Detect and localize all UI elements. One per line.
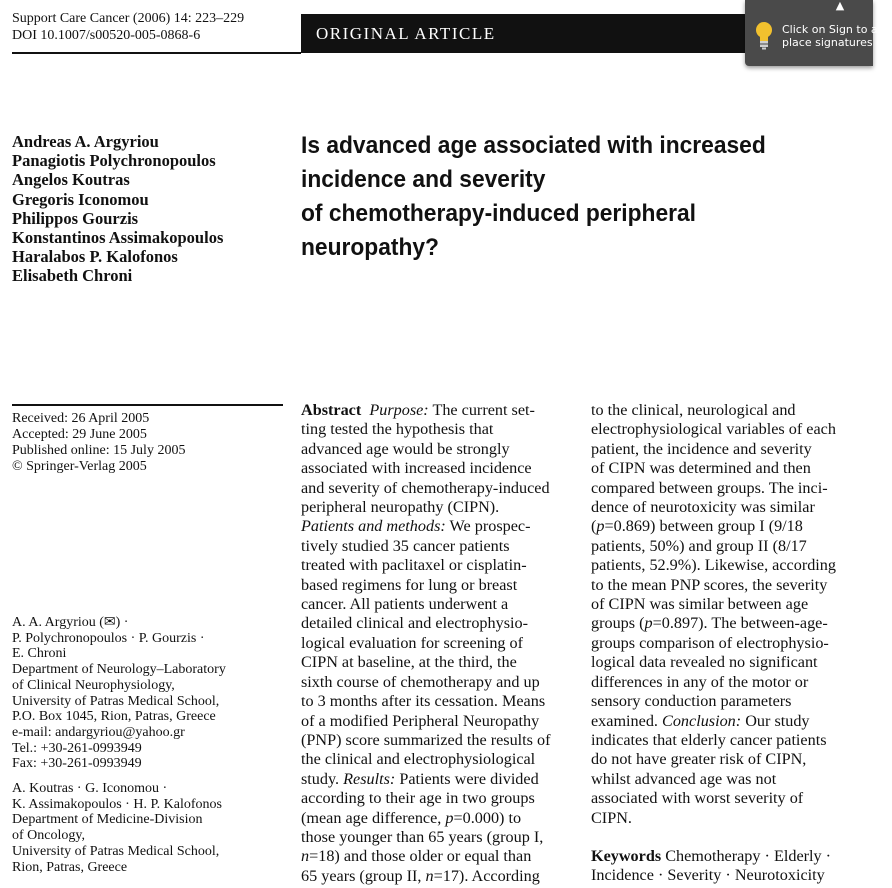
abstract-line: patients, 52.9%). Likewise, according xyxy=(591,556,836,575)
header-rule xyxy=(12,52,301,54)
keywords-heading: Keywords xyxy=(591,846,662,865)
affiliation-line: P.O. Box 1045, Rion, Patras, Greece xyxy=(12,709,216,725)
author-name: Konstantinos Assimakopoulos xyxy=(12,228,224,248)
affiliation-line: P. Polychronopoulos · P. Gourzis · xyxy=(12,630,205,646)
date-accepted: Accepted: 29 June 2005 xyxy=(12,427,147,442)
affiliation-line: Rion, Patras, Greece xyxy=(12,859,128,875)
publication-dates xyxy=(12,411,185,475)
affiliation-line: A. A. Argyriou (✉) · xyxy=(12,615,129,630)
journal-citation: Support Care Cancer (2006) 14: 223–229 xyxy=(12,11,245,26)
abstract-line: sensory conduction parameters xyxy=(591,692,792,711)
abstract-line: groups (p=0.897). The between-age- xyxy=(591,614,828,633)
abstract-line: of CIPN was similar between age xyxy=(591,595,809,614)
abstract-line: to 3 months after its cessation. Means xyxy=(301,692,546,711)
abstract-line: differences in any of the motor or xyxy=(591,672,809,691)
author-list xyxy=(12,132,223,286)
affiliation-line: of Clinical Neurophysiology, xyxy=(12,677,175,693)
abstract-line: 65 years (group II, n=17). According xyxy=(301,866,540,885)
abstract-column-1 xyxy=(301,401,551,886)
affiliation-line: University of Patras Medical School, xyxy=(12,693,220,709)
affiliation-line: E. Chroni xyxy=(12,646,67,662)
author-name: Panagiotis Polychronopoulos xyxy=(12,151,216,171)
abstract-line: associated with worst severity of xyxy=(591,789,804,808)
abstract-line: logical evaluation for screening of xyxy=(301,633,524,652)
author-name: Philippos Gourzis xyxy=(12,208,139,228)
abstract-line: examined. Conclusion: Our study xyxy=(591,711,810,730)
title-line: neuropathy? xyxy=(301,234,439,261)
journal-citation-block xyxy=(12,10,244,44)
abstract-line: peripheral neuropathy (CIPN). xyxy=(301,498,500,517)
affiliation-line: K. Assimakopoulos · H. P. Kalofonos xyxy=(12,796,223,812)
abstract-line: of a modified Peripheral Neuropathy xyxy=(301,711,540,730)
journal-doi: DOI 10.1007/s00520-005-0868-6 xyxy=(12,28,201,43)
title-line: incidence and severity xyxy=(301,166,546,193)
abstract-line: electrophysiological variables of each xyxy=(591,420,836,439)
author-name: Gregoris Iconomou xyxy=(12,189,149,209)
abstract-line: dence of neurotoxicity was similar xyxy=(591,498,815,517)
abstract-line: to the clinical, neurological and xyxy=(591,401,796,419)
abstract-line: those younger than 65 years (group I, xyxy=(301,827,544,846)
abstract-line: detailed clinical and electrophysio- xyxy=(301,614,528,633)
abstract-line: groups comparison of electrophysio- xyxy=(591,633,829,652)
chevron-up-icon[interactable]: ▲ xyxy=(835,0,845,12)
abstract-line: Abstract Purpose: The current set- xyxy=(301,401,535,419)
author-name: Elisabeth Chroni xyxy=(12,266,133,286)
affiliation-line: University of Patras Medical School, xyxy=(12,843,220,859)
affiliation-line: A. Koutras · G. Iconomou · xyxy=(12,781,168,797)
abstract-line: patient, the incidence and severity xyxy=(591,439,812,458)
abstract-line: patients, 50%) and group II (8/17 xyxy=(591,536,807,555)
abstract-line: and severity of chemotherapy-induced xyxy=(301,478,550,497)
affiliation-line: Department of Neurology–Laboratory xyxy=(12,662,226,678)
title-line: of chemotherapy-induced peripheral xyxy=(301,200,697,227)
date-published: Published online: 15 July 2005 xyxy=(12,443,186,458)
abstract-line: study. Results: Patients were divided xyxy=(301,769,539,788)
sign-tooltip-text xyxy=(782,23,892,49)
abstract-line: cancer. All patients underwent a xyxy=(301,595,509,614)
copyright: © Springer-Verlag 2005 xyxy=(12,459,147,474)
keywords-line: Incidence · Severity · Neurotoxicity xyxy=(591,866,825,885)
author-name: Andreas A. Argyriou xyxy=(12,132,159,151)
author-phone: Tel.: +30-261-0993949 xyxy=(12,740,142,756)
abstract-line: indicates that elderly cancer patients xyxy=(591,730,827,749)
abstract-line: tively studied 35 cancer patients xyxy=(301,536,510,555)
dates-rule xyxy=(12,404,283,406)
abstract-line: whilst advanced age was not xyxy=(591,769,777,788)
abstract-line: according to their age in two groups xyxy=(301,789,535,808)
affiliation-line: Department of Medicine-Division xyxy=(12,812,203,828)
author-name: Haralabos P. Kalofonos xyxy=(12,247,178,267)
author-fax: Fax: +30-261-0993949 xyxy=(12,756,142,772)
abstract-line: do not have greater risk of CIPN, xyxy=(591,750,807,769)
title-line: Is advanced age associated with increased xyxy=(301,132,766,159)
abstract-line: (mean age difference, p=0.000) to xyxy=(301,808,522,827)
abstract-line: to the mean PNP scores, the severity xyxy=(591,575,828,594)
abstract-line: (p=0.869) between group I (9/18 xyxy=(591,517,803,536)
abstract-line: (PNP) score summarized the results of xyxy=(301,730,551,749)
abstract-line: logical data revealed no significant xyxy=(591,653,818,672)
affiliation-line: of Oncology, xyxy=(12,828,85,844)
abstract-line: sixth course of chemotherapy and up xyxy=(301,672,540,691)
abstract-line: Patients and methods: We prospec- xyxy=(301,517,531,536)
lightbulb-icon xyxy=(753,20,775,50)
author-email[interactable]: e-mail: andargyriou@yahoo.gr xyxy=(12,724,185,740)
abstract-line: CIPN at baseline, at the third, the xyxy=(301,653,517,672)
article-title xyxy=(301,129,822,265)
keywords-line: Keywords Chemotherapy · Elderly · xyxy=(591,846,832,865)
date-received: Received: 26 April 2005 xyxy=(12,411,150,426)
abstract-line: the clinical and electrophysiological xyxy=(301,750,536,769)
abstract-line: associated with increased incidence xyxy=(301,459,532,478)
sign-tooltip-line2: place signatures or xyxy=(782,36,888,49)
abstract-line: CIPN. xyxy=(591,808,632,827)
abstract-column-2 xyxy=(591,401,836,886)
abstract-heading: Abstract xyxy=(301,401,362,419)
author-name: Angelos Koutras xyxy=(12,170,130,190)
abstract-line: compared between groups. The inci- xyxy=(591,478,828,497)
abstract-line: ting tested the hypothesis that xyxy=(301,420,494,439)
sign-tooltip-line1: Click on Sign to add xyxy=(782,23,892,36)
affiliations xyxy=(12,615,226,875)
abstract-line: based regimens for lung or breast xyxy=(301,575,518,594)
article-type-label: ORIGINAL ARTICLE xyxy=(316,24,496,43)
abstract-line: n=18) and those older or equal than xyxy=(301,847,532,866)
sign-tooltip-popup[interactable] xyxy=(745,0,892,66)
abstract-line: of CIPN was determined and then xyxy=(591,459,811,478)
abstract-line: treated with paclitaxel or cisplatin- xyxy=(301,556,527,575)
abstract-line: advanced age would be strongly xyxy=(301,439,510,458)
